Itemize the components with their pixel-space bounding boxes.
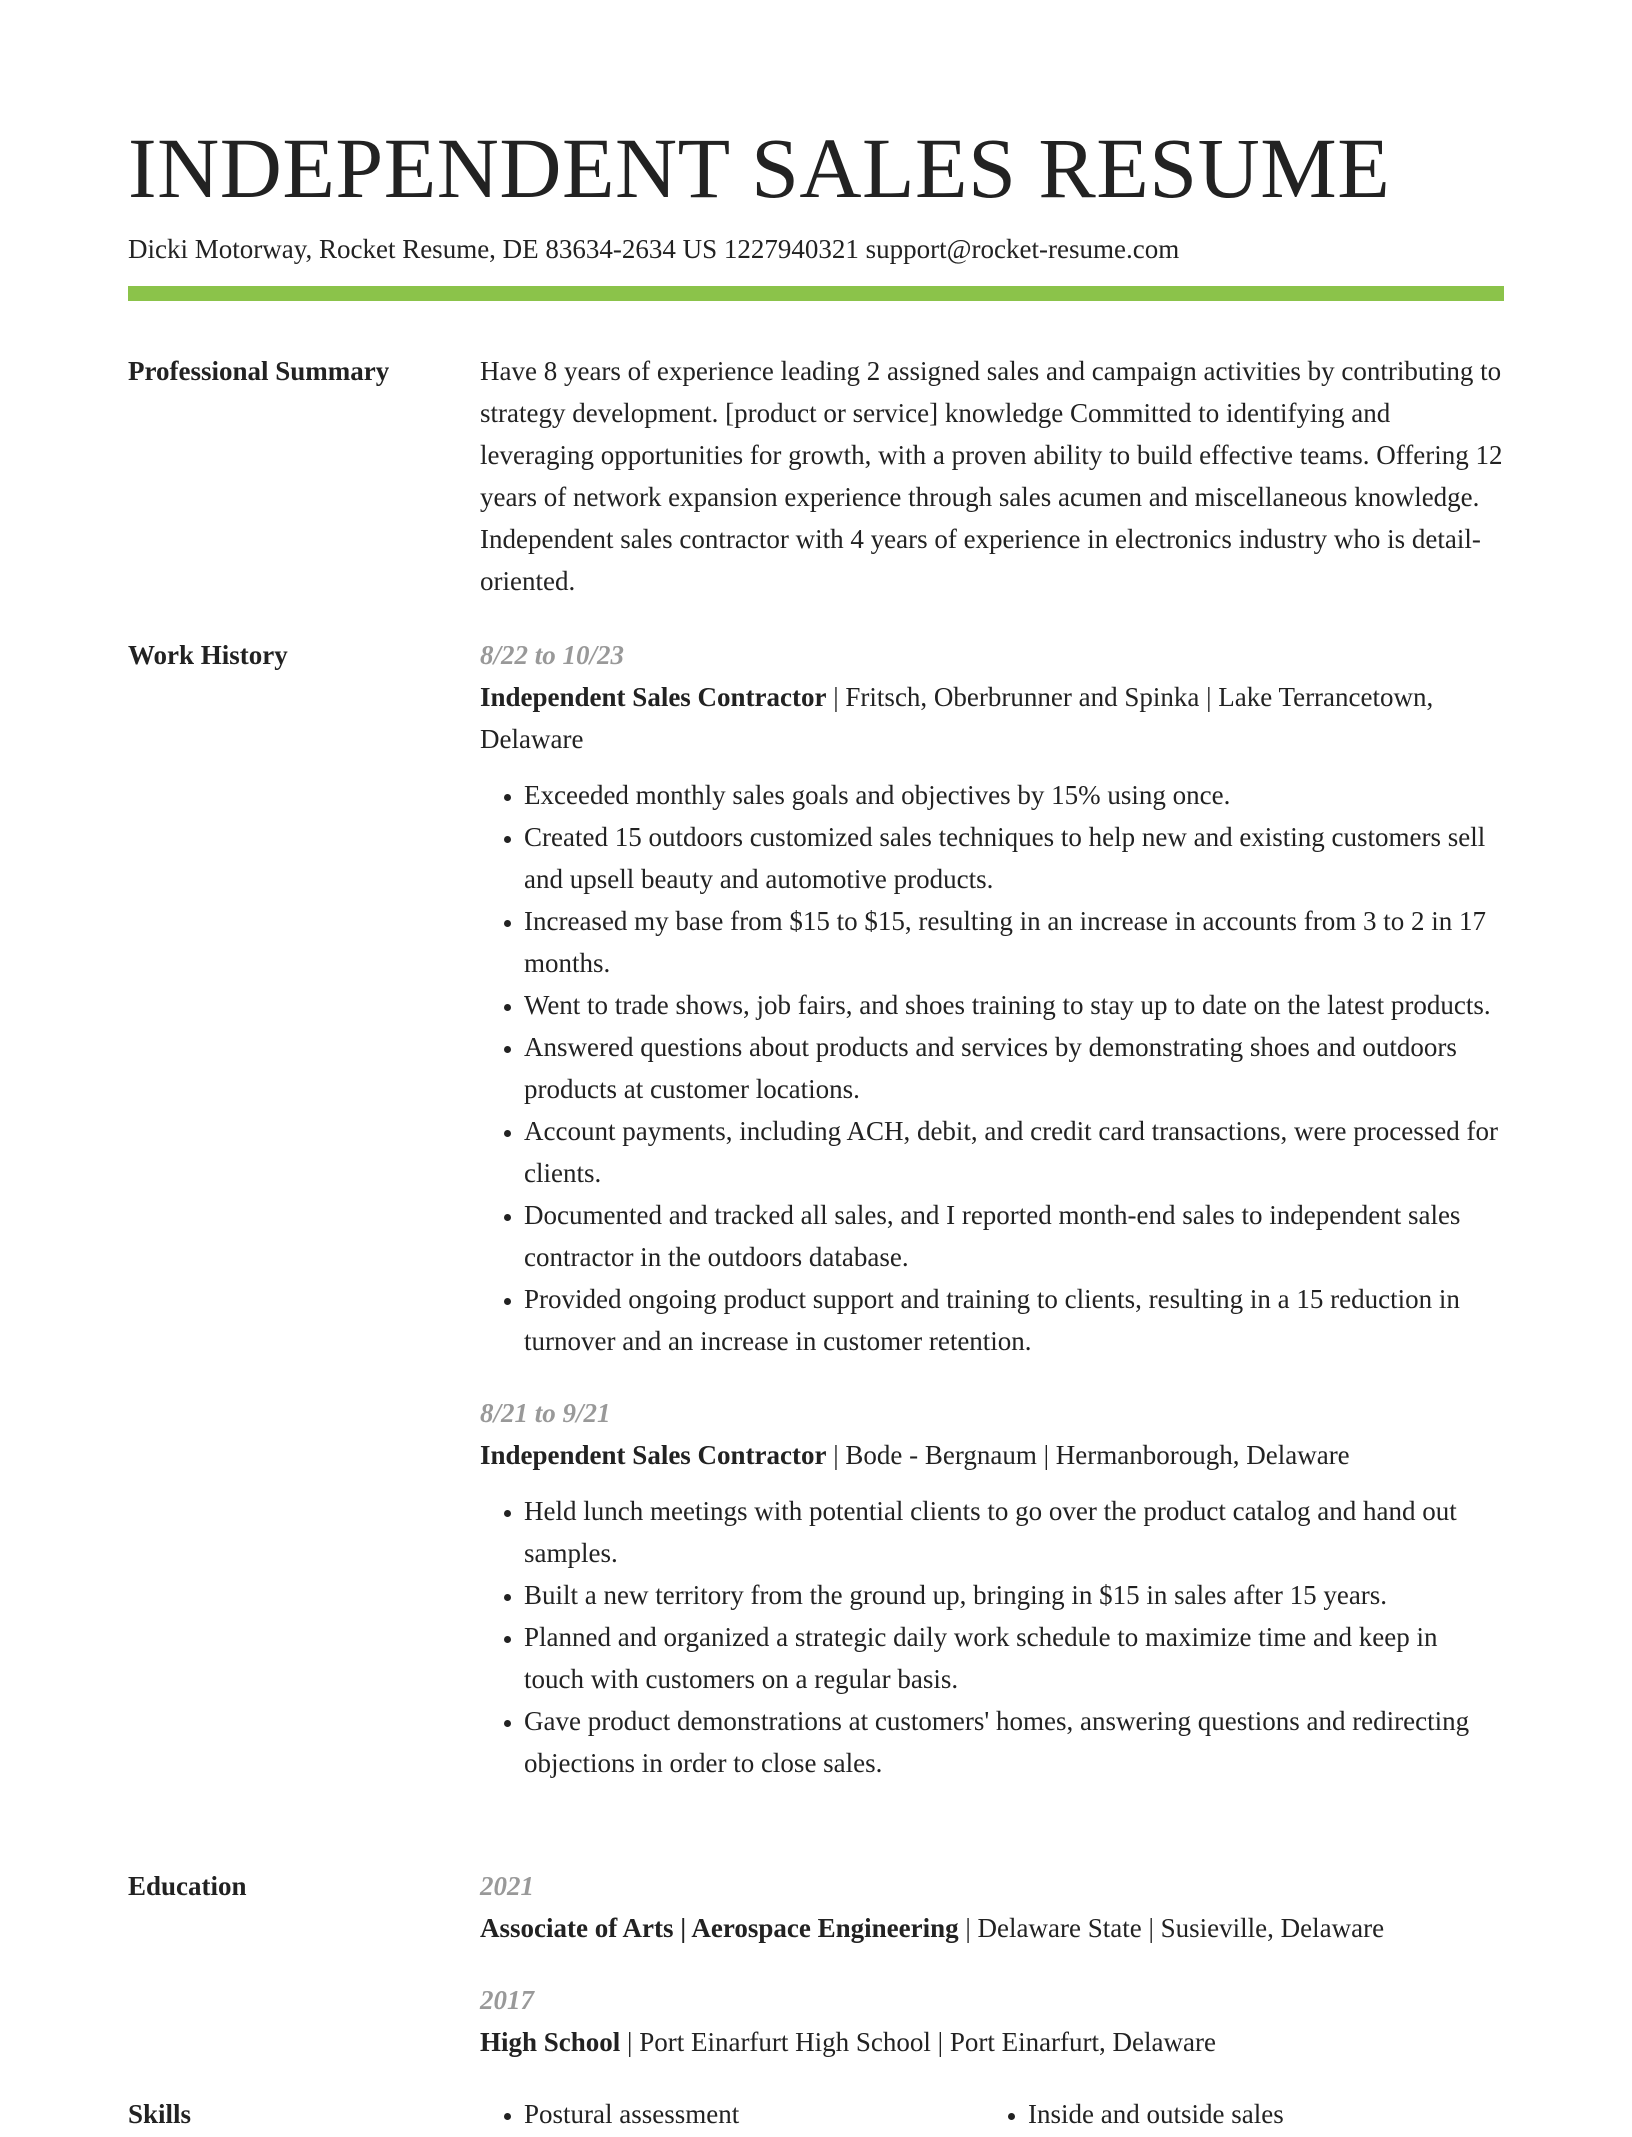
education-year: 2021 [480,1871,534,1901]
section-label: Skills [128,2099,192,2129]
list-item: • Provided ongoing product support and training to clients, resulting in a 15 reduction in turnover and an increase in customer retention. [524,1278,1504,1362]
list-item: • Planned and organized a strategic daily work schedule to maximize time and keep in touch with customers on a regular basis. [524,1616,1504,1700]
skills-column [984,2093,1488,2135]
list-item: • Postural assessment [524,2093,984,2135]
job-dates: 8/22 to 10/23 [480,640,625,670]
education-details: | Delaware State | Susieville, Delaware [958,1913,1385,1943]
list-item: • Documented and tracked all sales, and I reported month-end sales to independent sales contractor in the outdoors database. [524,1194,1504,1278]
list-item: • Went to trade shows, job fairs, and shoes training to stay up to date on the latest products. [524,984,1504,1026]
job-entry [480,634,1504,1362]
job-title: Independent Sales Contractor [480,682,827,712]
section-body [480,350,1504,602]
list-item: • Held lunch meetings with potential clients to go over the product catalog and hand out samples. [524,1490,1504,1574]
job-heading [480,1434,1504,1476]
job-bullets [480,1490,1504,1784]
job-heading [480,676,1504,760]
list-item: • Gave product demonstrations at customers' homes, answering questions and redirecting objections in order to close sales. [524,1700,1504,1784]
accent-bar [128,286,1504,301]
list-item: • Account payments, including ACH, debit, and credit card transactions, were processed for clients. [524,1110,1504,1194]
resume-title: INDEPENDENT SALES RESUME [128,120,1391,216]
education-details: | Port Einarfurt High School | Port Einarfurt, Delaware [620,2027,1216,2057]
list-item: • Exceeded monthly sales goals and objectives by 15% using once. [524,774,1504,816]
education-year: 2017 [480,1985,534,2015]
job-details: | Fritsch, Oberbrunner and Spinka | Lake Terrancetown, Delaware [480,682,1434,754]
list-item: • Inside and outside sales [1028,2093,1488,2135]
skills-column [480,2093,984,2135]
education-heading [480,1907,1504,1949]
education-entry [480,1979,1504,2063]
job-title: Independent Sales Contractor [480,1440,827,1470]
education-degree: High School [480,2027,621,2057]
section-body [480,634,1504,1814]
summary-text: Have 8 years of experience leading 2 assigned sales and campaign activities by contributing to strategy development. [product or service] knowledge Committed to identifying and leveraging opportunities for growth, with a proven ability to build effective teams. Offering 12 years of network expansion experience through sales acumen and miscellaneous knowledge. Independent sales contractor with 4 years of experience in electronics industry who is detail-oriented. [480,356,1503,596]
list-item: • Built a new territory from the ground up, bringing in $15 in sales after 15 years. [524,1574,1504,1616]
education-entry [480,1865,1504,1949]
education-degree: Associate of Arts | Aerospace Engineering [480,1913,959,1943]
contact-line: Dicki Motorway, Rocket Resume, DE 83634-2634 US 1227940321 support@rocket-resume.com [128,234,1180,264]
job-bullets [480,774,1504,1362]
section-label: Professional Summary [128,356,390,386]
list-item: • Answered questions about products and services by demonstrating shoes and outdoors products at customer locations. [524,1026,1504,1110]
list-item: • Increased my base from $15 to $15, resulting in an increase in accounts from 3 to 2 in 17 months. [524,900,1504,984]
section-label: Education [128,1871,247,1901]
skills-list [480,2093,1504,2135]
section-label: Work History [128,640,288,670]
list-item: • Created 15 outdoors customized sales techniques to help new and existing customers sell and upsell beauty and automotive products. [524,816,1504,900]
education-heading [480,2021,1504,2063]
section-body [480,1865,1504,2093]
job-dates: 8/21 to 9/21 [480,1398,611,1428]
job-entry [480,1392,1504,1784]
job-details: | Bode - Bergnaum | Hermanborough, Delaware [826,1440,1350,1470]
section-body [480,2093,1504,2135]
